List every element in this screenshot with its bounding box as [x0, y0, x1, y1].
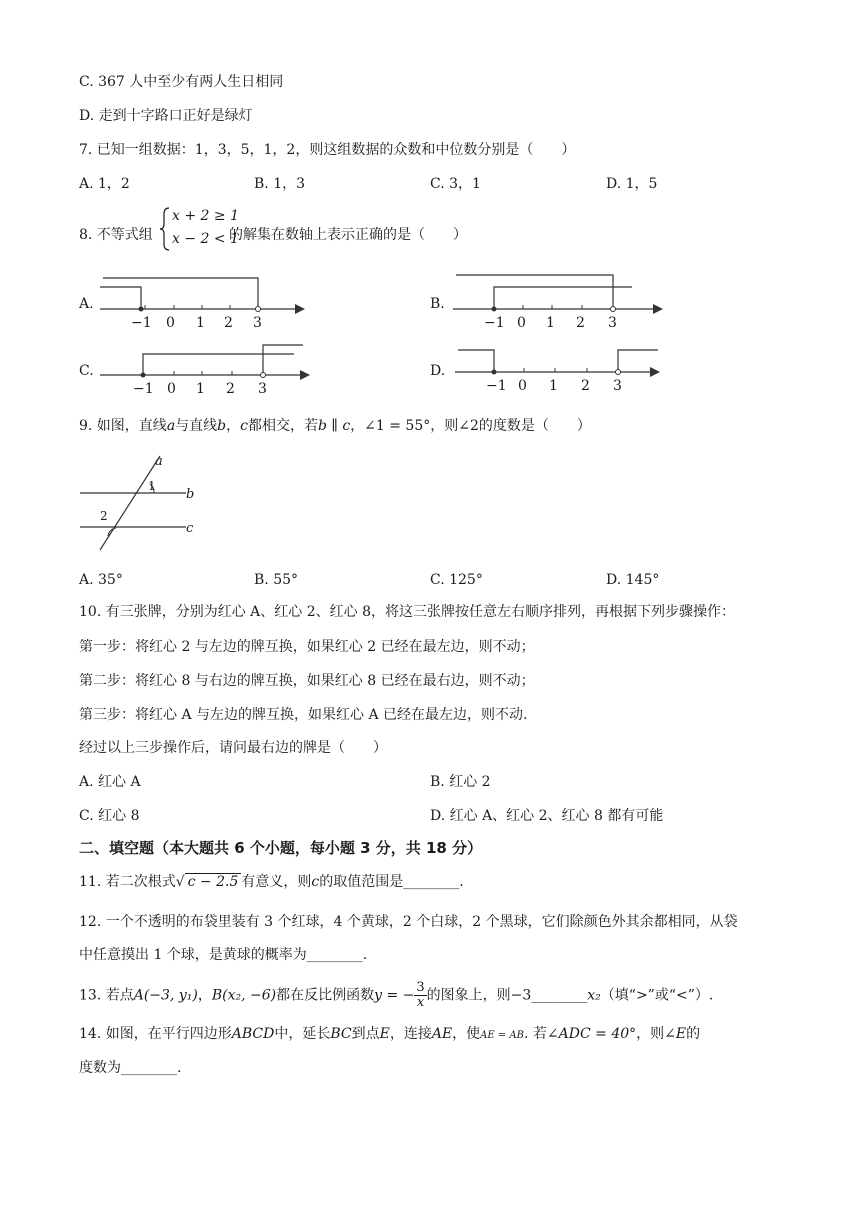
- q12-line2: 中任意摸出 1 个球，是黄球的概率为________.: [79, 947, 368, 963]
- q10-stem: 10. 有三张牌，分别为红心 A、红心 2、红心 8，将这三张牌按任意左右顺序排列，再根据下列步骤操作：: [79, 604, 735, 620]
- q10-question: 经过以上三步操作后，请问最右边的牌是（ ）: [79, 740, 387, 756]
- tick-label: 0: [167, 381, 176, 397]
- q8-label-a: A.: [79, 296, 94, 312]
- angle-label-2: 2: [100, 509, 108, 523]
- tick-label: 2: [226, 381, 235, 397]
- q7-stem: 7. 已知一组数据：1，3，5，1，2，则这组数据的众数和中位数分别是（ ）: [79, 142, 576, 158]
- q9-stem: 9. 如图，直线a与直线b，c都相交，若b ∥ c，∠1 = 55°，则∠2的度数是（ ）: [79, 418, 591, 434]
- q8-label-b: B.: [430, 296, 445, 312]
- number-line-d: [450, 338, 670, 400]
- q7-option-a: A. 1，2: [79, 176, 130, 192]
- tick-label: −1: [133, 381, 154, 397]
- q10-step3: 第三步：将红心 A 与左边的牌互换，如果红心 A 已经在最左边，则不动.: [79, 707, 528, 723]
- angle-label-1: 1: [148, 479, 156, 493]
- q9-figure: [78, 452, 208, 556]
- tick-label: 0: [166, 315, 175, 331]
- tick-label: 2: [581, 378, 590, 394]
- q14-stem: 14. 如图，在平行四边形ABCD中，延长BC到点E，连接AE，使AE = AB. 若∠ADC = 40°，则∠E的: [79, 1026, 701, 1042]
- tick-label: 3: [253, 315, 262, 331]
- line-label-c: c: [186, 521, 194, 536]
- tick-label: 1: [196, 381, 205, 397]
- q10-option-d: D. 红心 A、红心 2、红心 8 都有可能: [430, 808, 664, 824]
- q11-stem: 11. 若二次根式√ c − 2.5 有意义，则c的取值范围是________.: [79, 874, 464, 890]
- tick-label: 1: [546, 315, 555, 331]
- q14-line2: 度数为________.: [79, 1060, 182, 1076]
- q8-label-d: D.: [430, 363, 446, 379]
- q7-option-d: D. 1，5: [606, 176, 658, 192]
- tick-label: 1: [196, 315, 205, 331]
- line-label-b: b: [186, 487, 195, 502]
- q10-option-b: B. 红心 2: [430, 774, 491, 790]
- line-label-a: a: [155, 454, 163, 469]
- tick-label: 3: [258, 381, 267, 397]
- tick-label: 0: [518, 378, 527, 394]
- tick-label: −1: [486, 378, 507, 394]
- q7-option-b: B. 1，3: [254, 176, 306, 192]
- number-line-c: [95, 338, 315, 400]
- tick-label: 2: [576, 315, 585, 331]
- tick-label: 0: [517, 315, 526, 331]
- q12-line1: 12. 一个不透明的布袋里装有 3 个红球，4 个黄球，2 个白球，2 个黑球，它们除颜色外其余都相同，从袋: [79, 914, 738, 930]
- q8-inequality-1: x + 2 ≥ 1: [172, 208, 239, 224]
- sqrt-icon: √: [175, 874, 185, 890]
- q6-option-d: D. 走到十字路口正好是绿灯: [79, 108, 253, 124]
- q8-prefix: 8. 不等式组: [79, 227, 153, 243]
- q9-option-a: A. 35°: [79, 572, 123, 588]
- q13-stem: 13. 若点A(−3, y₁)，B(x₂, −6)都在反比例函数y = − $\frac{3}{x}$ 的图象上，则−3________x₂（填“>”或“<”）.: [79, 980, 714, 1010]
- q10-step1: 第一步：将红心 2 与左边的牌互换，如果红心 2 已经在最左边，则不动；: [79, 639, 535, 655]
- q9-option-b: B. 55°: [254, 572, 299, 588]
- tick-label: 2: [224, 315, 233, 331]
- tick-label: 1: [549, 378, 558, 394]
- tick-label: −1: [484, 315, 505, 331]
- q10-option-a: A. 红心 A: [79, 774, 141, 790]
- q8-label-c: C.: [79, 363, 94, 379]
- q8-inequality-2: x − 2 < 1: [172, 231, 239, 247]
- tick-label: −1: [131, 315, 152, 331]
- q10-step2: 第二步：将红心 8 与右边的牌互换，如果红心 8 已经在最右边，则不动；: [79, 673, 535, 689]
- brace-icon: [158, 206, 172, 252]
- q6-option-c: C. 367 人中至少有两人生日相同: [79, 74, 284, 90]
- section-heading: 二、填空题（本大题共 6 个小题，每小题 3 分，共 18 分）: [79, 839, 483, 857]
- tick-label: 3: [608, 315, 617, 331]
- tick-label: 3: [613, 378, 622, 394]
- number-line-b: [448, 270, 668, 332]
- number-line-a: [95, 270, 310, 332]
- fraction: $\frac{3}{x}$: [416, 980, 425, 1010]
- q9-option-c: C. 125°: [430, 572, 483, 588]
- q10-option-c: C. 红心 8: [79, 808, 140, 824]
- q7-option-c: C. 3，1: [430, 176, 481, 192]
- q9-option-d: D. 145°: [606, 572, 660, 588]
- q8-suffix: 的解集在数轴上表示正确的是（ ）: [229, 227, 467, 243]
